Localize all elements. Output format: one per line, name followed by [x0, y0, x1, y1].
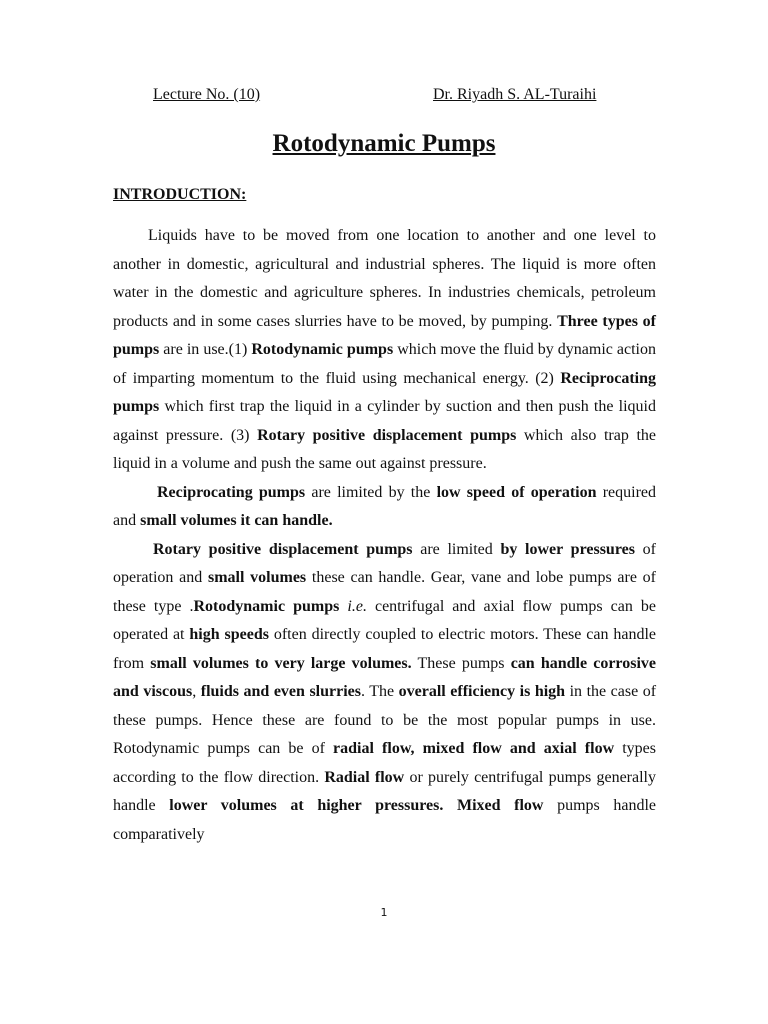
- paragraph: Liquids have to be moved from one location to another and one level to another in domestic, agricultural and industrial spheres. The liquid is more often water in the domestic and agriculture spheres. In industries chemicals, petroleum products and in some cases slurries have to be moved, by pumping. Three types of pumps are in use.(1) Rotodynamic pumps which move the fluid by dynamic action of imparting momentum to the fluid using mechanical energy. (2) Reciprocating pumps which first trap the liquid in a cylinder by suction and then push the liquid against pressure. (3) Rotary positive displacement pumps which also trap the liquid in a volume and push the same out against pressure.: [113, 227, 657, 472]
- section-heading: INTRODUCTION:: [113, 186, 247, 203]
- lecture-number: Lecture No. (10): [153, 86, 261, 103]
- page-title: Rotodynamic Pumps: [272, 130, 496, 157]
- paragraph: Reciprocating pumps are limited by the low speed of operation required and small volumes it can handle.: [113, 483, 657, 529]
- paragraph: Rotary positive displacement pumps are limited by lower pressures of operation and small volumes these can handle. Gear, vane and lobe pumps are of these type .Rotodynamic pumps i.e. centrifugal and axial flow pumps can be operated at high speeds often directly coupled to electric motors. These can handle from small volumes to very large volumes. These pumps can handle corrosive and viscous, fluids and even slurries. The overall efficiency is high in the case of these pumps. Hence these are found to be the most popular pumps in use. Rotodynamic pumps can be of radial flow, mixed flow and axial flow types according to the flow direction. Radial flow or purely centrifugal pumps generally handle lower volumes at higher pressures. Mixed flow pumps handle comparatively: [113, 540, 657, 843]
- author-name: Dr. Riyadh S. AL-Turaihi: [433, 86, 597, 103]
- body-text: [113, 222, 656, 849]
- page-number: 1: [380, 906, 388, 919]
